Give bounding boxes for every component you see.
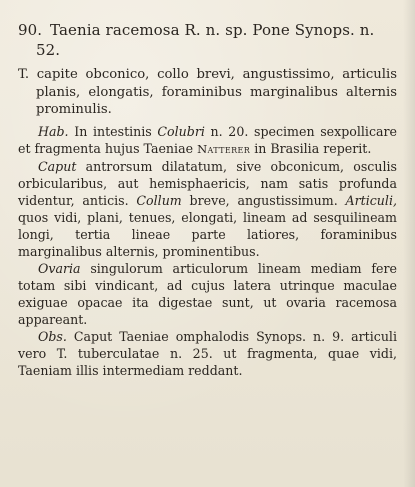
caput-text-a: antrorsum dilatatum, sive obconicum, osculis orbicularibus, aut hemisphaericis, nam satis profunda videntur, anticis.	[18, 158, 397, 208]
observation-text: Caput Taeniae omphalodis Synops. n. 9. articuli vero T. tuberculatae n. 25. ut fragmenta, quae vidi, Taeniam illis intermediam reddant.	[18, 328, 397, 378]
habitat-text-a: In intestinis	[74, 123, 152, 139]
ovaria-label: Ovaria	[38, 260, 81, 276]
collum-label: Collum	[136, 192, 182, 208]
habitat-paragraph	[18, 123, 397, 158]
caput-label: Caput	[38, 158, 77, 174]
habitat-label: Hab.	[38, 123, 69, 139]
habitat-collector: Natterer	[197, 141, 251, 156]
ovaria-text: singulorum articulorum lineam mediam fere totam sibi vindicant, ad cujus latera utrinque maculae exiguae opacae ita digestae sunt, ut ovaria racemosa appareant.	[18, 260, 397, 327]
observation-paragraph	[18, 328, 397, 379]
habitat-text-c: in Brasilia reperit.	[254, 140, 372, 156]
habitat-text-b: n. 20. specimen sexpollicare et fragmenta hujus Taeniae	[18, 123, 397, 156]
entry-heading	[18, 20, 397, 60]
caput-paragraph	[18, 158, 397, 260]
articuli-label: Articuli,	[345, 192, 397, 208]
ovaria-paragraph	[18, 260, 397, 328]
caput-text-c: quos vidi, plani, tenues, elongati, lineam ad sesquilineam longi, tertia lineae parte latiores, foraminibus marginalibus alternis, prominentibus.	[18, 209, 397, 259]
page-edge-shadow	[403, 0, 415, 487]
habitat-host: Colubri	[157, 123, 205, 139]
entry-title: Taenia racemosa R. n. sp. Pone Synops. n. 52.	[36, 21, 375, 59]
observation-label: Obs.	[38, 328, 67, 344]
species-diagnosis: T. capite obconico, collo brevi, angustissimo, articulis planis, elongatis, foraminibus marginalibus alternis prominulis.	[18, 67, 397, 117]
entry-number: 90.	[18, 21, 43, 39]
caput-text-b: breve, angustissimum.	[189, 192, 338, 208]
